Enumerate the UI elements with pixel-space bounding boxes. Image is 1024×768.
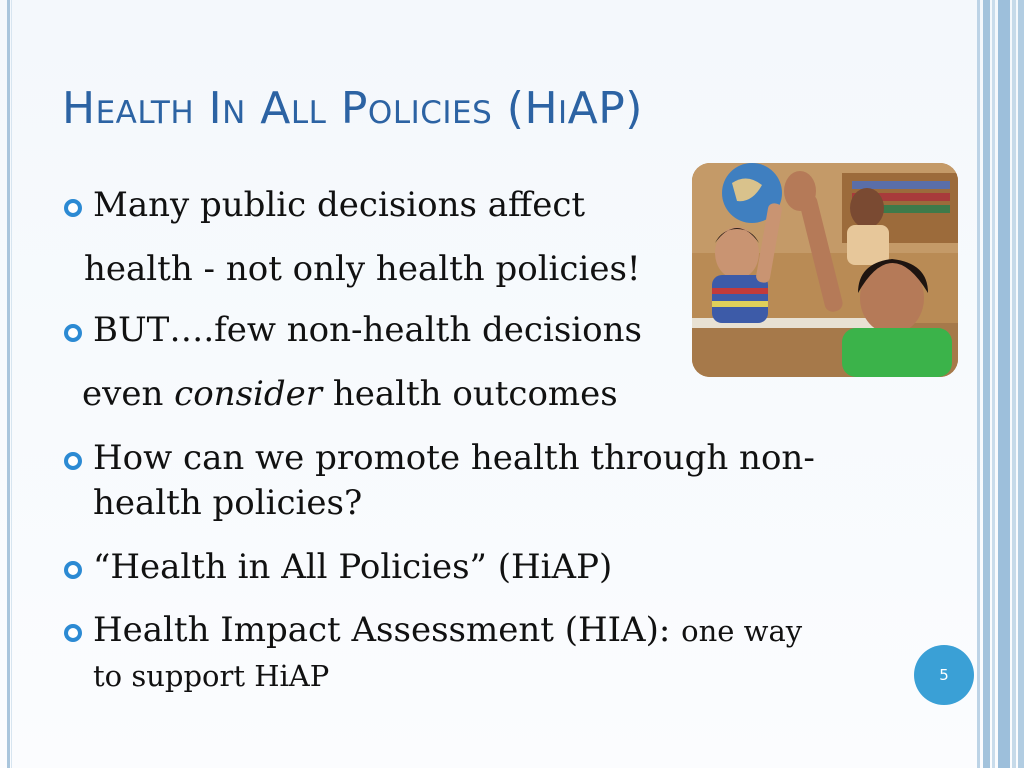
bullet-text: How can we promote health through non- bbox=[93, 438, 815, 478]
left-border-line bbox=[7, 0, 10, 768]
classroom-photo bbox=[692, 163, 958, 377]
right-decorative-stripe bbox=[977, 0, 980, 768]
ring-bullet-icon bbox=[64, 199, 82, 217]
bullet-continuation: even consider health outcomes bbox=[82, 374, 618, 414]
bullet-text: Many public decisions affect bbox=[93, 185, 586, 225]
right-decorative-stripe bbox=[992, 0, 995, 768]
right-decorative-stripe bbox=[1018, 0, 1024, 768]
ring-bullet-icon bbox=[64, 452, 82, 470]
left-border-line-inner bbox=[11, 0, 12, 768]
right-decorative-stripe bbox=[983, 0, 990, 768]
slide-title: Health In All Policies (HiAP) bbox=[62, 83, 643, 134]
bullet-text-line2: to support HiAP bbox=[93, 659, 330, 693]
ring-bullet-icon bbox=[64, 324, 82, 342]
right-decorative-stripe bbox=[1012, 0, 1016, 768]
bullet-text: BUT….few non-health decisions bbox=[93, 310, 642, 350]
bullet-text: Health Impact Assessment (HIA): one way bbox=[93, 610, 803, 650]
bullet-continuation: health - not only health policies! bbox=[84, 249, 641, 289]
emphasis-consider: consider bbox=[174, 374, 323, 414]
right-decorative-stripe bbox=[998, 0, 1010, 768]
bullet-text-line2: health policies? bbox=[93, 483, 363, 523]
ring-bullet-icon bbox=[64, 624, 82, 642]
page-number-badge: 5 bbox=[914, 645, 974, 705]
ring-bullet-icon bbox=[64, 561, 82, 579]
classroom-illustration bbox=[692, 163, 958, 377]
bullet-text: “Health in All Policies” (HiAP) bbox=[93, 547, 613, 587]
